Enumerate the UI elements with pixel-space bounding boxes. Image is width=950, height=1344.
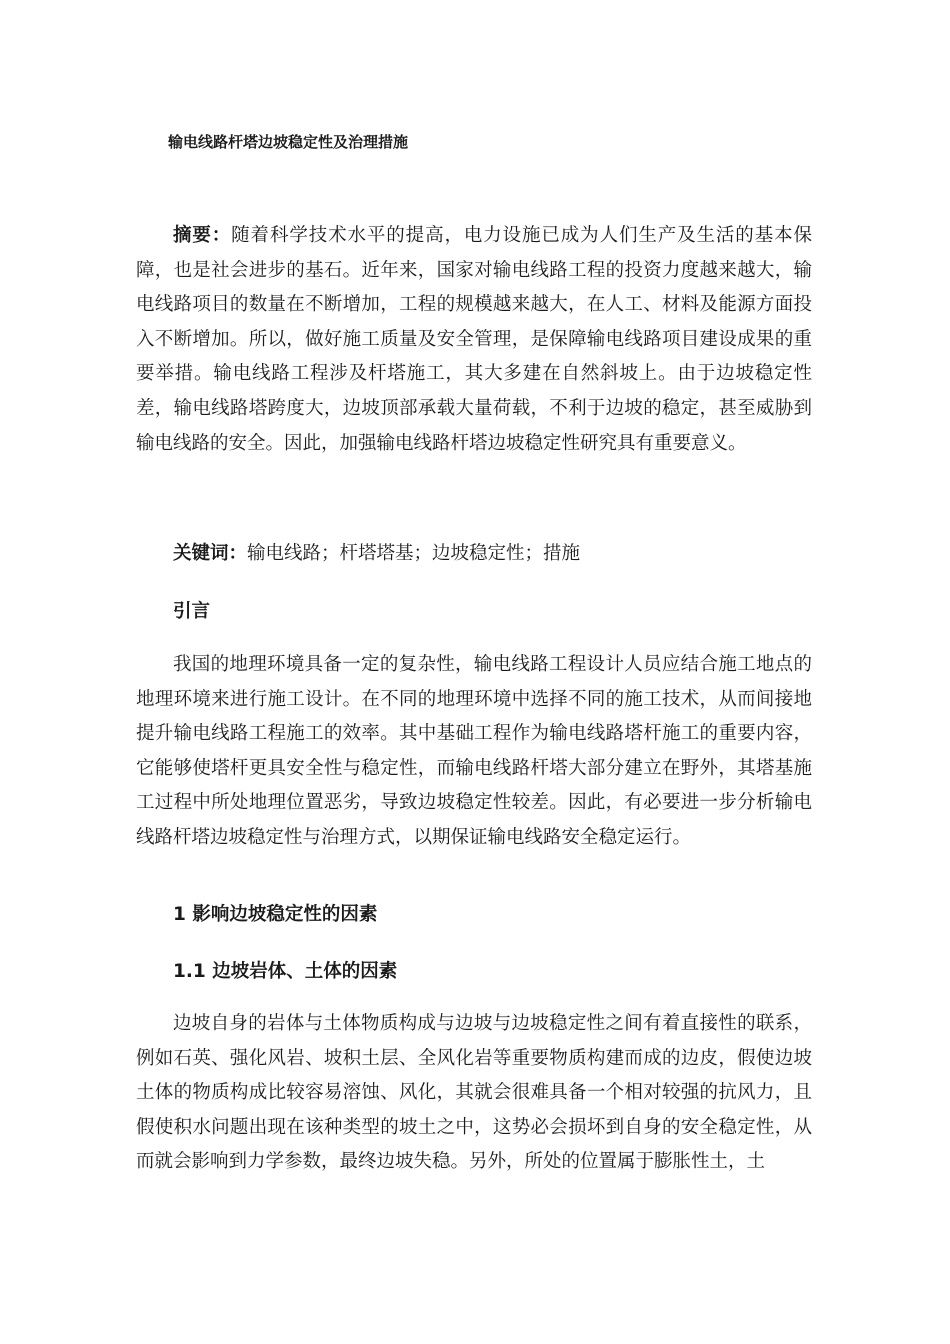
- document-title: 输电线路杆塔边坡稳定性及治理措施: [168, 133, 409, 151]
- abstract-label: 摘要：: [173, 225, 232, 246]
- keywords-line: [173, 539, 580, 565]
- abstract-text: 随着科学技术水平的提高，电力设施已成为人们生产及生活的基本保障，也是社会进步的基石。近年来，国家对输电线路工程的投资力度越来越大，输电线路项目的数量在不断增加，工程的规模越来越大，在人工、材料及能源方面投入不断增加。所以，做好施工质量及安全管理，是保障输电线路项目建设成果的重要举措。输电线路工程涉及杆塔施工，其大多建在自然斜坡上。由于边坡稳定性差，输电线路塔跨度大，边坡顶部承载大量荷载，不利于边坡的稳定，甚至威胁到输电线路的安全。因此，加强输电线路杆塔边坡稳定性研究具有重要意义。: [136, 225, 812, 454]
- intro-paragraph: 我国的地理环境具备一定的复杂性，输电线路工程设计人员应结合施工地点的地理环境来进行施工设计。在不同的地理环境中选择不同的施工技术，从而间接地提升输电线路工程施工的效率。其中基础工程作为输电线路塔杆施工的重要内容，它能够使塔杆更具安全性与稳定性，而输电线路杆塔大部分建立在野外，其塔基施工过程中所处地理位置恶劣，导致边坡稳定性较差。因此，有必要进一步分析输电线路杆塔边坡稳定性与治理方式，以期保证输电线路安全稳定运行。: [136, 654, 812, 848]
- section-1-heading: 1 影响边坡稳定性的因素: [173, 904, 378, 925]
- abstract-paragraph: [136, 219, 812, 461]
- section-1-1-heading: 1.1 边坡岩体、土体的因素: [173, 961, 398, 982]
- intro-heading: 引言: [173, 601, 211, 622]
- section-1-1-paragraph: 边坡自身的岩体与土体物质构成与边坡与边坡稳定性之间有着直接性的联系，例如石英、强化风岩、坡积土层、全风化岩等重要物质构建而成的边皮，假使边坡土体的物质构成比较容易溶蚀、风化，其就会很难具备一个相对较强的抗风力，且假使积水问题出现在该种类型的坡土之中，这势必会损坏到自身的安全稳定性，从而就会影响到力学参数，最终边坡失稳。另外，所处的位置属于膨胀性土，土: [136, 1013, 812, 1173]
- keywords-label: 关键词：: [173, 543, 248, 564]
- keywords-text: 输电线路；杆塔塔基；边坡稳定性；措施: [247, 543, 581, 564]
